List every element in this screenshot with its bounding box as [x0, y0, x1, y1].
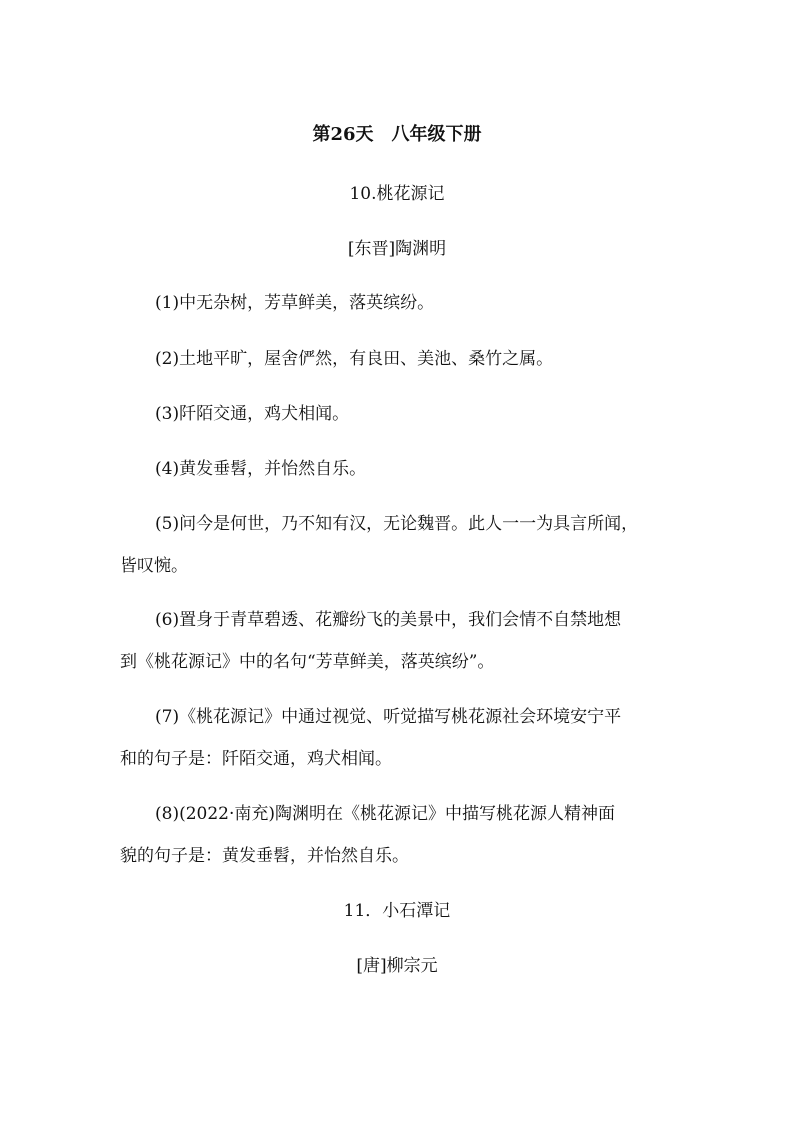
lesson-title: 10.桃花源记: [349, 184, 445, 204]
lesson-2-title: 11．小石潭记: [343, 901, 451, 921]
item-2-line-1: (2)土地平旷，屋舍俨然，有良田、美池、桑竹之属。: [155, 349, 554, 369]
item-5-line-1: (5)问今是何世，乃不知有汉，无论魏晋。此人一一为具言所闻，: [155, 514, 639, 534]
lesson-author: [东晋]陶渊明: [347, 239, 447, 259]
item-5-line-2: 皆叹惋。: [120, 556, 188, 576]
item-8-line-2: 貌的句子是：黄发垂髫，并怡然自乐。: [120, 846, 409, 866]
day-title: 第26天 八年级下册: [312, 124, 482, 145]
item-6-line-1: (6)置身于青草碧透、花瓣纷飞的美景中，我们会情不自禁地想: [155, 610, 622, 630]
item-1-line-1: (1)中无杂树，芳草鲜美，落英缤纷。: [155, 293, 435, 313]
item-7-line-1: (7)《桃花源记》中通过视觉、听觉描写桃花源社会环境安宁平: [155, 707, 622, 727]
item-4-line-1: (4)黄发垂髫，并怡然自乐。: [155, 459, 367, 479]
lesson-2-author: [唐]柳宗元: [356, 956, 438, 976]
item-7-line-2: 和的句子是：阡陌交通，鸡犬相闻。: [120, 749, 392, 769]
item-6-line-2: 到《桃花源记》中的名句“芳草鲜美，落英缤纷”。: [120, 652, 495, 672]
item-8-line-1: (8)(2022·南充)陶渊明在《桃花源记》中描写桃花源人精神面: [155, 804, 616, 824]
item-3-line-1: (3)阡陌交通，鸡犬相闻。: [155, 404, 350, 424]
